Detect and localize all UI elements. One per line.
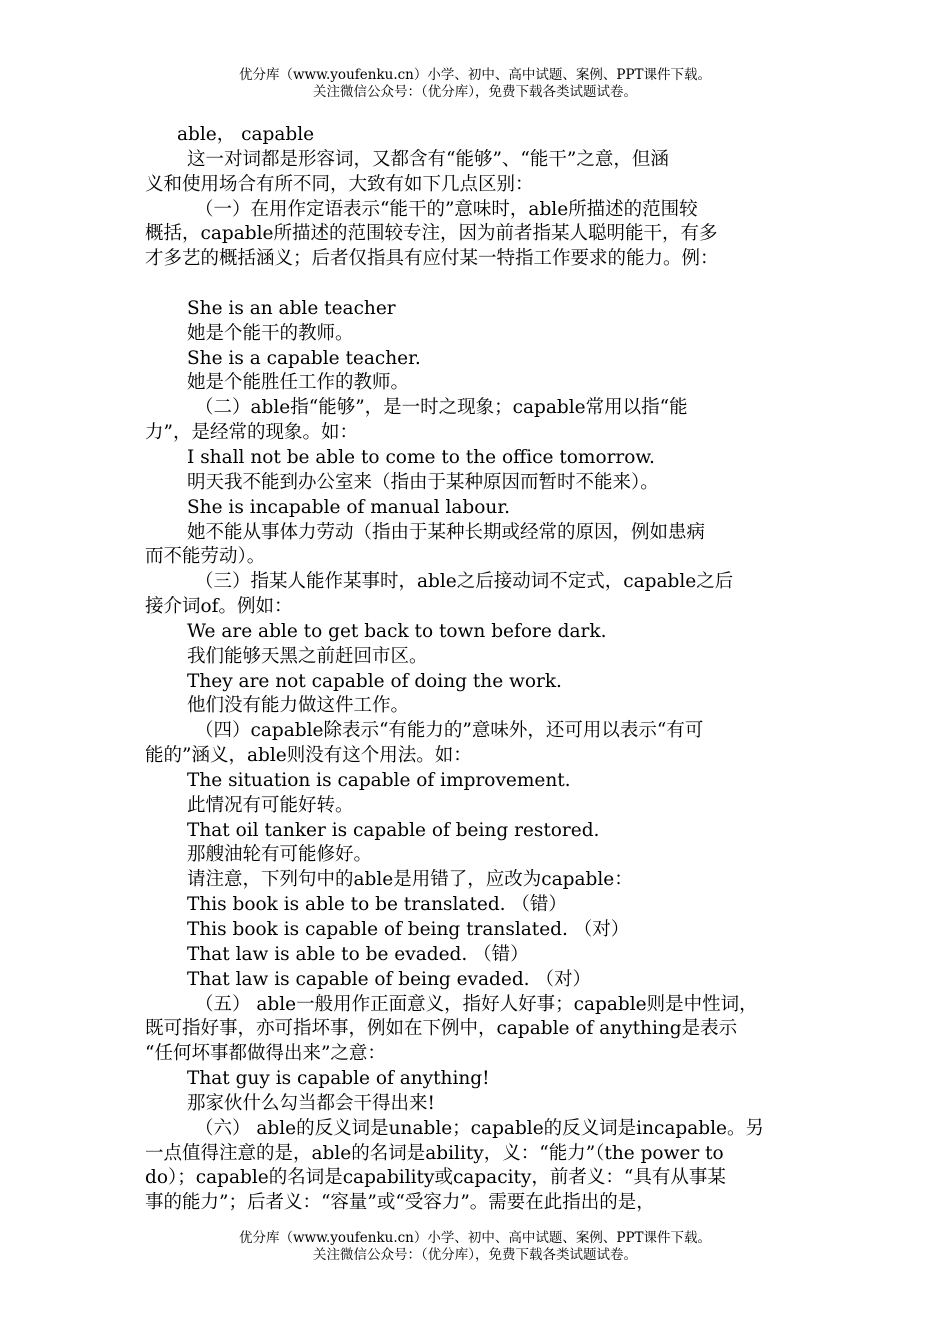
section-4-line: （四）capable除表示“有能力的”意味外，还可用以表示“有可	[195, 720, 704, 742]
section-2-line: 力”，是经常的现象。如：	[145, 422, 358, 444]
example-line: That guy is capable of anything!	[187, 1068, 490, 1090]
example-line: 她是个能胜任工作的教师。	[187, 372, 410, 394]
doc-title: able， capable	[177, 124, 315, 145]
example-line: She is incapable of manual labour.	[187, 496, 511, 518]
page-header	[0, 67, 950, 101]
section-1-line: （一）在用作定语表示“能干的”意味时，able所描述的范围较	[195, 198, 698, 220]
intro-line: 这一对词都是形容词，又都含有“能够”、“能干”之意，但涵	[187, 148, 669, 170]
section-6-line: do）；capable的名词是capability或capacity，前者义：“具有从事某	[145, 1167, 726, 1189]
section-3-line: （三）指某人能作某事时，able之后接动词不定式，capable之后	[195, 571, 734, 593]
example-line: 此情况有可能好转。	[187, 794, 354, 816]
example-line: 她是个能干的教师。	[187, 322, 354, 344]
document-body	[145, 123, 810, 1216]
note-line: 她不能从事体力劳动（指由于某种长期或经常的原因，例如患病	[187, 521, 706, 543]
example-line: We are able to get back to town before dark.	[187, 620, 607, 642]
example-line: 他们没有能力做这件工作。	[187, 695, 410, 717]
example-line: They are not capable of doing the work.	[187, 670, 562, 692]
example-line: This book is capable of being translated. （对）	[187, 919, 630, 940]
example-line: She is a capable teacher.	[187, 347, 421, 369]
section-3-line: 接介词of。例如：	[145, 596, 293, 618]
footer-line-1: 优分库（www.youfenku.cn）小学、初中、高中试题、案例、PPT课件下载。	[238, 1230, 712, 1246]
intro-line: 义和使用场合有所不同，大致有如下几点区别：	[145, 173, 534, 195]
example-line: This book is able to be translated. （错）	[187, 894, 567, 916]
example-line: That law is capable of being evaded. （对）	[187, 968, 591, 990]
section-1-line: 才多艺的概括涵义；后者仅指具有应付某一特指工作要求的能力。例：	[145, 248, 719, 270]
section-4-line: 能的”涵义，able则没有这个用法。如：	[145, 745, 472, 767]
example-line: That law is able to be evaded. （错）	[187, 943, 529, 965]
section-1-line: 概括，capable所描述的范围较专注，因为前者指某人聪明能干，有多	[145, 223, 718, 245]
page-footer	[0, 1230, 950, 1264]
section-5-line: （五） able一般用作正面意义，指好人好事；capable则是中性词，	[195, 993, 758, 1015]
note-line: 而不能劳动）。	[145, 546, 266, 568]
example-line: 我们能够天黑之前赶回市区。	[187, 645, 428, 667]
section-6-line: 一点值得注意的是，able的名词是ability，义：“能力”（the power to	[145, 1142, 724, 1164]
section-2-line: （二）able指“能够”，是一时之现象；capable常用以指“能	[195, 397, 688, 419]
example-line: 那家伙什么勾当都会干得出来!	[187, 1092, 435, 1114]
section-6-line: 事的能力”；后者义：“容量”或“受容力”。需要在此指出的是，	[145, 1192, 655, 1214]
example-line: 明天我不能到办公室来（指由于某种原因而暂时不能来）。	[187, 471, 659, 493]
example-line: 那艘油轮有可能修好。	[187, 844, 373, 866]
header-line-1: 优分库（www.youfenku.cn）小学、初中、高中试题、案例、PPT课件下载。	[238, 67, 712, 83]
footer-line-2: 关注微信公众号：（优分库），免费下载各类试题试卷。	[313, 1247, 637, 1263]
section-5-line: “任何坏事都做得出来”之意：	[145, 1043, 386, 1065]
example-line: She is an able teacher	[187, 297, 396, 319]
example-line: 请注意，下列句中的able是用错了，应改为capable：	[187, 869, 633, 891]
example-line: The situation is capable of improvement.	[187, 769, 571, 791]
example-line: I shall not be able to come to the office tomorrow.	[187, 446, 655, 468]
section-5-line: 既可指好事，亦可指坏事，例如在下例中，capable of anything是表示	[145, 1018, 738, 1040]
blank-line	[145, 272, 810, 297]
header-line-2: 关注微信公众号：（优分库），免费下载各类试题试卷。	[313, 84, 637, 100]
section-6-line: （六） able的反义词是unable；capable的反义词是incapable。另	[195, 1117, 764, 1139]
example-line: That oil tanker is capable of being restored.	[187, 819, 600, 841]
